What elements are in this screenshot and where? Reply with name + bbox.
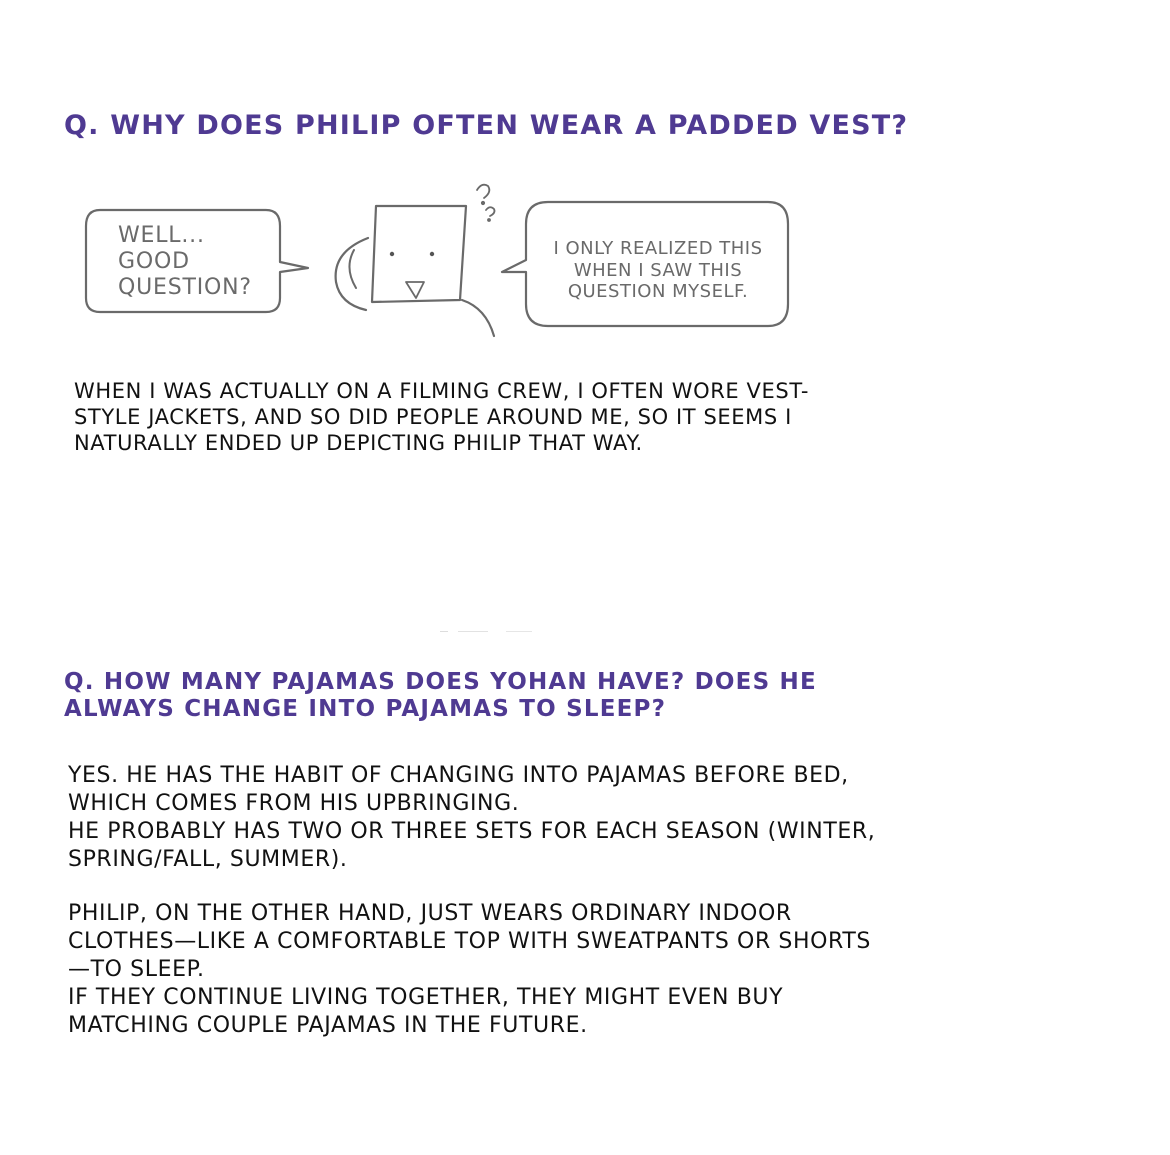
answer-line: CLOTHES—LIKE A COMFORTABLE TOP WITH SWEATPANTS OR SHORTS: [68, 929, 871, 954]
question-philip-vest: Q. WHY DOES PHILIP OFTEN WEAR A PADDED VEST?: [64, 110, 909, 141]
answer-line: NATURALLY ENDED UP DEPICTING PHILIP THAT WAY.: [74, 431, 643, 455]
question-marks-icon: [477, 185, 495, 221]
question-yohan-pajamas: [64, 669, 817, 723]
answer-line: WHEN I WAS ACTUALLY ON A FILMING CREW, I OFTEN WORE VEST-: [74, 379, 809, 403]
answer-line: STYLE JACKETS, AND SO DID PEOPLE AROUND ME, SO IT SEEMS I: [74, 405, 792, 429]
left-bubble-text: [118, 223, 252, 301]
left-bubble-line: WELL...: [118, 223, 205, 248]
answer-line: —TO SLEEP.: [68, 957, 205, 982]
square-head-character-icon: [336, 206, 494, 336]
right-bubble-text: [532, 238, 784, 303]
left-bubble-line: QUESTION?: [118, 275, 252, 300]
answer-line: SPRING/FALL, SUMMER).: [68, 847, 348, 872]
answer-philip-vest: [74, 378, 809, 456]
left-bubble-line: GOOD: [118, 249, 190, 274]
answer-line: PHILIP, ON THE OTHER HAND, JUST WEARS ORDINARY INDOOR: [68, 901, 792, 926]
right-bubble-line: I ONLY REALIZED THIS: [553, 238, 763, 259]
answer-line: WHICH COMES FROM HIS UPBRINGING.: [68, 791, 520, 816]
answer-line: YES. HE HAS THE HABIT OF CHANGING INTO PAJAMAS BEFORE BED,: [68, 763, 849, 788]
answer-paragraph: [68, 900, 875, 1040]
answer-paragraph: [68, 762, 875, 874]
answer-line: HE PROBABLY HAS TWO OR THREE SETS FOR EACH SEASON (WINTER,: [68, 819, 876, 844]
answer-line: IF THEY CONTINUE LIVING TOGETHER, THEY MIGHT EVEN BUY: [68, 985, 784, 1010]
right-bubble-line: QUESTION MYSELF.: [567, 281, 749, 302]
faint-divider-mark: [440, 630, 532, 633]
question-line: Q. HOW MANY PAJAMAS DOES YOHAN HAVE? DOES HE: [64, 669, 817, 695]
right-bubble-line: WHEN I SAW THIS: [573, 259, 743, 281]
question-line: ALWAYS CHANGE INTO PAJAMAS TO SLEEP?: [64, 696, 667, 722]
answer-yohan-pajamas: [68, 762, 875, 1040]
answer-line: MATCHING COUPLE PAJAMAS IN THE FUTURE.: [68, 1013, 588, 1038]
